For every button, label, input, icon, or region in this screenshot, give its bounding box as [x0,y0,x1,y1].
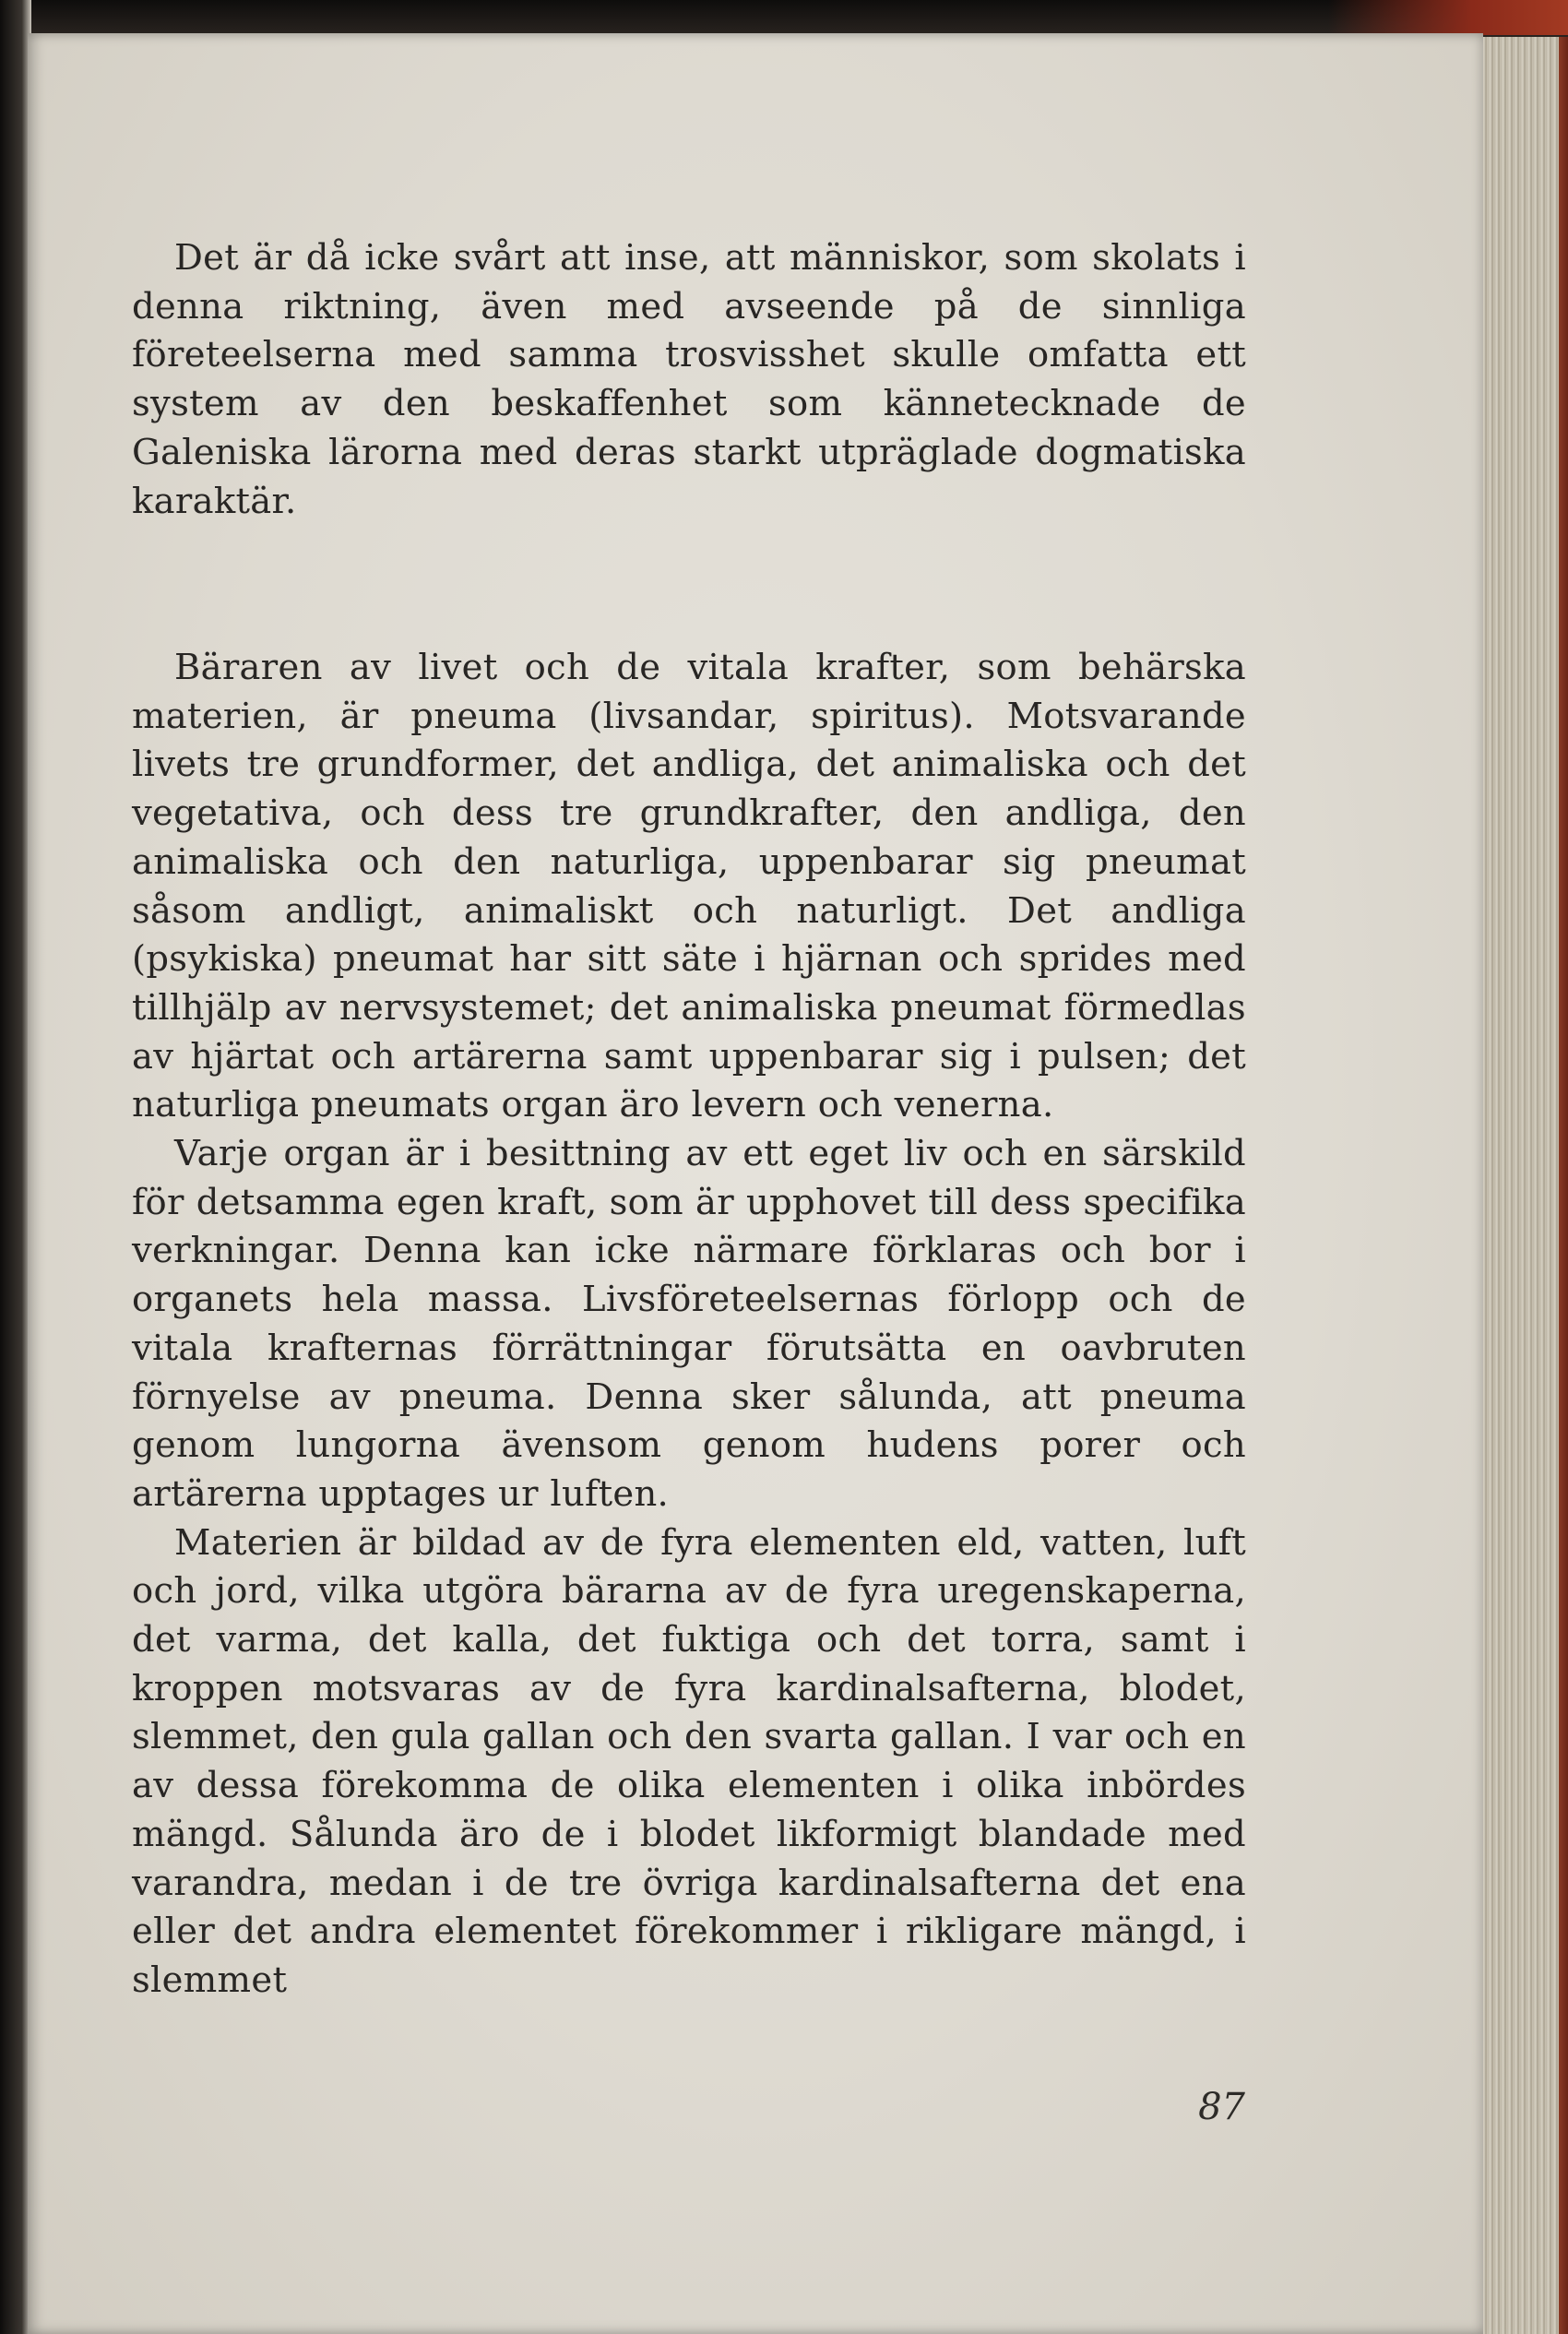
section-intro [132,234,1246,526]
paragraph: Bäraren av livet och de vitala krafter, som behärska materien, är pneuma (livsandar, spiritus). Motsvarande livets tre grundformer, det andliga, det animaliska och det vegetativa, och dess tre grundkrafter, den andliga, den animaliska och den naturliga, uppenbarar sig pneumat såsom andligt, animaliskt och naturligt. Det andliga (psykiska) pneumat har sitt säte i hjärnan och sprides med tillhjälp av nervsystemet; det animaliska pneumat förmedlas av hjärtat och artärerna samt uppenbarar sig i pulsen; det naturliga pneumats organ äro levern och venerna. [132,647,1246,1126]
book-cover-edge [1328,0,1568,35]
section-pneuma [132,644,1246,2006]
paragraph: Materien är bildad av de fyra elementen eld, vatten, luft och jord, vilka utgöra bärarna av de fyra uregenskaperna, det varma, det kalla, det fuktiga och det torra, samt i kroppen motsvaras av de fyra kardinalsafterna, blodet, slemmet, den gula gallan och den svarta gallan. I var och en av dessa förekomma de olika elementen i olika inbördes mängd. Sålunda äro de i blodet likformigt blandade med varandra, medan i de tre övriga kardinalsafterna det ena eller det andra elementet förekommer i rikligare mängd, i slemmet [132,1521,1246,2001]
book-gutter [0,0,31,2334]
book-page [28,33,1483,2334]
paragraph: Varje organ är i besittning av ett eget liv och en särskild för detsamma egen kraft, som är upphovet till dess specifika verkningar. Denna kan icke närmare förklaras och bor i organets hela massa. Livsföreteelsernas förlopp och de vitala krafternas förrättningar förutsätta en oavbruten förnyelse av pneuma. Denna sker sålunda, att pneuma genom lungorna ävensom genom hudens porer och artärerna upptages ur luften. [132,1133,1246,1515]
book-cover-spine [1559,37,1568,2334]
paragraph: Det är då icke svårt att inse, att människor, som skolats i denna riktning, även med avseende på de sinnliga företeelserna med samma trosvisshet skulle omfatta ett system av den beskaffenhet som kännetecknade de Galeniska lärorna med deras starkt utpräglade dogmatiska karaktär. [132,237,1246,522]
page-number: 87 [1198,2086,1245,2128]
book-page-stack [1481,37,1568,2334]
